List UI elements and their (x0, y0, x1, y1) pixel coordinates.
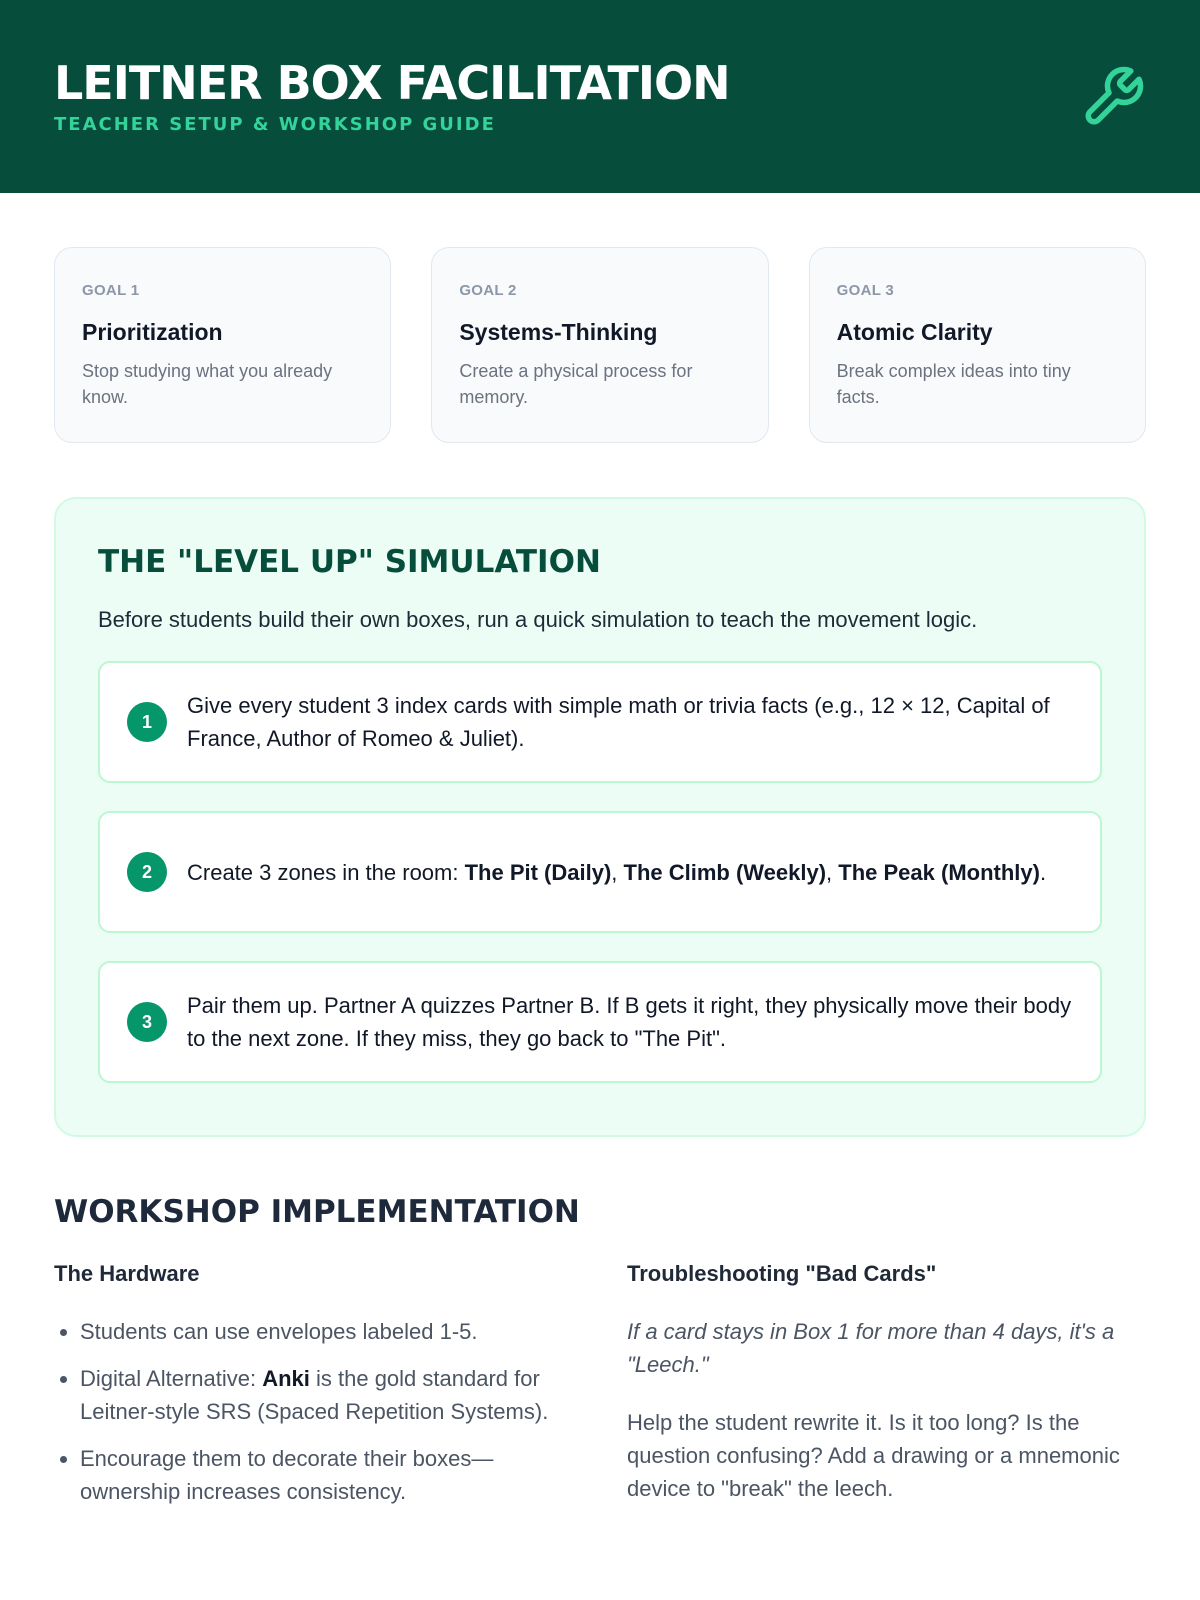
goal-card (431, 247, 768, 443)
list-item-prefix: Digital Alternative: (80, 1366, 263, 1391)
step-number-badge: 2 (127, 852, 167, 892)
goal-label: GOAL 1 (82, 282, 140, 299)
step-text-separator: , (826, 859, 839, 885)
goal-label: GOAL 2 (459, 282, 517, 299)
zone-peak: The Peak (Monthly) (838, 859, 1040, 885)
page-title: LEITNER BOX FACILITATION (54, 56, 730, 110)
goal-label: GOAL 3 (836, 282, 895, 299)
step-text-separator: , (611, 859, 624, 885)
hardware-list (54, 1315, 573, 1508)
page-header (0, 0, 1200, 193)
simulation-step (98, 961, 1102, 1083)
leech-fix: Help the student rewrite it. Is it too long? Is the question confusing? Add a drawing or a mnemonic device to "break" the leech. (627, 1410, 1120, 1501)
step-number-badge: 1 (127, 702, 167, 742)
hardware-column (54, 1261, 573, 1522)
implementation-title: WORKSHOP IMPLEMENTATION (54, 1194, 580, 1230)
zone-climb: The Climb (Weekly) (623, 859, 827, 885)
goal-card (54, 247, 391, 443)
simulation-step (98, 661, 1102, 783)
zone-pit: The Pit (Daily) (464, 859, 612, 885)
goal-card (809, 247, 1146, 443)
simulation-panel (54, 497, 1146, 1137)
list-item: • Students can use envelopes labeled 1-5. (80, 1315, 573, 1348)
goal-description: Break complex ideas into tiny facts. (836, 361, 1071, 407)
step-text: Pair them up. Partner A quizzes Partner B. If B gets it right, they physically move their body to the next zone. If they miss, they go back to "The Pit". (187, 993, 1072, 1051)
list-item-suffix: is the gold standard for Leitner-style SRS (Spaced Repetition Systems). (80, 1366, 549, 1424)
goal-description: Stop studying what you already know. (82, 361, 333, 407)
simulation-step (98, 811, 1102, 933)
list-item: • Encourage them to decorate their boxes—ownership increases consistency. (80, 1442, 573, 1508)
step-number-badge: 3 (127, 1002, 167, 1042)
goal-title: Atomic Clarity (836, 319, 993, 345)
simulation-intro: Before students build their own boxes, run a quick simulation to teach the movement logic. (98, 607, 978, 632)
list-item (80, 1362, 573, 1428)
step-text-suffix: . (1039, 859, 1047, 885)
step-text-prefix: Create 3 zones in the room: (187, 859, 465, 885)
implementation-section (0, 1137, 1200, 1522)
goal-title: Systems-Thinking (459, 319, 658, 345)
anki-label: Anki (262, 1366, 310, 1391)
hardware-title: The Hardware (54, 1261, 200, 1286)
page-subtitle: TEACHER SETUP & WORKSHOP GUIDE (54, 114, 496, 135)
troubleshooting-title: Troubleshooting "Bad Cards" (627, 1261, 937, 1286)
leech-note: If a card stays in Box 1 for more than 4 days, it's a "Leech." (627, 1319, 1115, 1377)
step-text: Give every student 3 index cards with simple math or trivia facts (e.g., 12 × 12, Capital of France, Author of Romeo & Juliet). (187, 693, 1050, 751)
wrench-icon (1080, 64, 1146, 130)
goal-description: Create a physical process for memory. (459, 361, 693, 407)
goals-row (0, 193, 1200, 443)
simulation-title: THE "LEVEL UP" SIMULATION (98, 544, 601, 580)
step-text (187, 856, 1046, 889)
troubleshooting-column (627, 1261, 1146, 1522)
implementation-columns (54, 1261, 1146, 1522)
goal-title: Prioritization (82, 319, 223, 345)
